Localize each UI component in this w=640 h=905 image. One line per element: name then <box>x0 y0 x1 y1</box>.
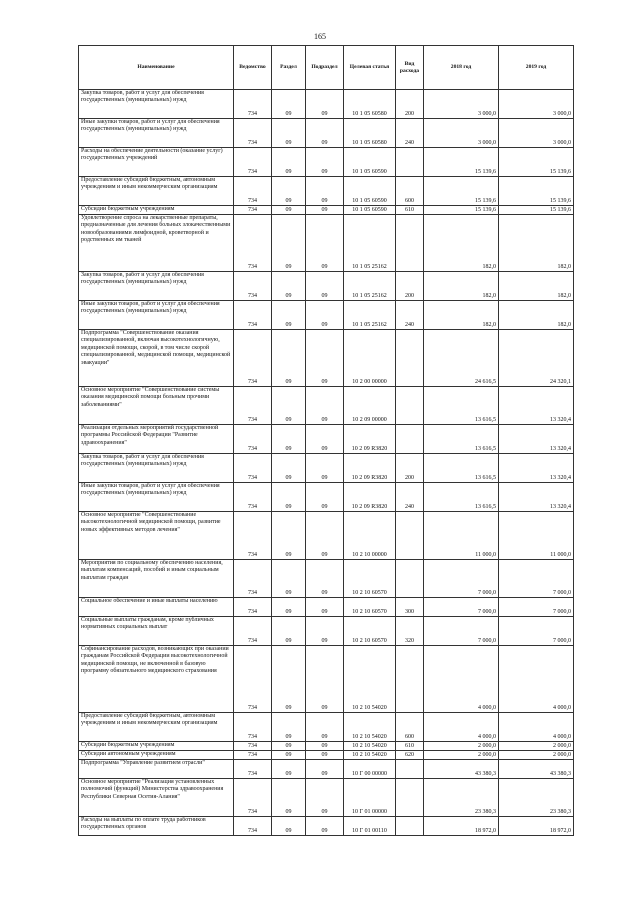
row-vedomstvo: 734 <box>234 425 272 454</box>
row-celevaya-statya: 10 2 10 60570 <box>344 560 396 598</box>
row-amount-2019: 2 000,0 <box>499 751 574 760</box>
row-amount-2018: 7 000,0 <box>424 617 499 646</box>
table-row <box>79 779 574 817</box>
row-razdel: 09 <box>272 215 306 272</box>
row-celevaya-statya: 10 2 09 00000 <box>344 387 396 425</box>
row-celevaya-statya: 10 2 09 R3820 <box>344 483 396 512</box>
table-row <box>79 713 574 742</box>
row-celevaya-statya: 10 Г 01 00110 <box>344 817 396 836</box>
row-vid-raskhoda: 200 <box>396 272 424 301</box>
row-amount-2018: 13 616,5 <box>424 454 499 483</box>
row-name: Расходы на выплаты по оплате труда работников государственных органов <box>79 817 234 836</box>
row-podrazdel: 09 <box>306 387 344 425</box>
row-vid-raskhoda: 620 <box>396 751 424 760</box>
row-name: Удовлетворение спроса на лекарственные препараты, предназначенные для лечения больных злокачественными новообразованиями лимфоидной, кроветворной и родственных им тканей <box>79 215 234 272</box>
row-celevaya-statya: 10 1 05 25162 <box>344 272 396 301</box>
row-amount-2018: 2 000,0 <box>424 751 499 760</box>
row-name: Закупка товаров, работ и услуг для обеспечения государственных (муниципальных) нужд <box>79 454 234 483</box>
row-podrazdel: 09 <box>306 272 344 301</box>
row-vid-raskhoda <box>396 817 424 836</box>
row-vid-raskhoda: 320 <box>396 617 424 646</box>
row-amount-2019: 7 000,0 <box>499 598 574 617</box>
row-podrazdel: 09 <box>306 454 344 483</box>
row-amount-2019: 18 972,0 <box>499 817 574 836</box>
row-amount-2018: 15 139,6 <box>424 177 499 206</box>
row-celevaya-statya: 10 1 05 25162 <box>344 215 396 272</box>
header-year-2018: 2018 год <box>424 46 499 90</box>
row-name: Закупка товаров, работ и услуг для обеспечения государственных (муниципальных) нужд <box>79 272 234 301</box>
row-amount-2018: 7 000,0 <box>424 560 499 598</box>
row-amount-2019: 43 380,3 <box>499 760 574 779</box>
table-row <box>79 598 574 617</box>
row-podrazdel: 09 <box>306 215 344 272</box>
table-row <box>79 560 574 598</box>
row-vid-raskhoda: 300 <box>396 598 424 617</box>
row-amount-2019: 3 000,0 <box>499 119 574 148</box>
row-amount-2018: 3 000,0 <box>424 90 499 119</box>
row-vedomstvo: 734 <box>234 617 272 646</box>
row-celevaya-statya: 10 2 10 00000 <box>344 512 396 560</box>
table-header-row <box>79 46 574 90</box>
row-celevaya-statya: 10 2 10 60570 <box>344 617 396 646</box>
row-celevaya-statya: 10 Г 00 00000 <box>344 760 396 779</box>
row-celevaya-statya: 10 1 05 60580 <box>344 119 396 148</box>
row-name: Субсидии автономным учреждениям <box>79 751 234 760</box>
row-vedomstvo: 734 <box>234 598 272 617</box>
row-podrazdel: 09 <box>306 483 344 512</box>
row-vid-raskhoda: 610 <box>396 742 424 751</box>
table-row <box>79 512 574 560</box>
row-podrazdel: 09 <box>306 90 344 119</box>
header-vid-raskhoda: Вид расхода <box>396 46 424 90</box>
row-podrazdel: 09 <box>306 617 344 646</box>
table-row <box>79 742 574 751</box>
row-name: Мероприятия по социальному обеспечению населения, выплатам компенсаций, пособий и иным социальным выплатам граждан <box>79 560 234 598</box>
row-podrazdel: 09 <box>306 425 344 454</box>
row-amount-2018: 2 000,0 <box>424 742 499 751</box>
row-celevaya-statya: 10 2 10 54020 <box>344 713 396 742</box>
row-vedomstvo: 734 <box>234 760 272 779</box>
row-amount-2018: 182,0 <box>424 215 499 272</box>
table-row <box>79 646 574 713</box>
row-vid-raskhoda: 240 <box>396 119 424 148</box>
row-name: Основное мероприятие "Реализация установленных полномочий (функций) Министерства здравоохранения Республики Северная Осетия-Алания" <box>79 779 234 817</box>
row-amount-2018: 18 972,0 <box>424 817 499 836</box>
row-vedomstvo: 734 <box>234 560 272 598</box>
table-row <box>79 119 574 148</box>
row-amount-2019: 15 139,6 <box>499 148 574 177</box>
row-vid-raskhoda: 610 <box>396 206 424 215</box>
row-vid-raskhoda: 600 <box>396 177 424 206</box>
row-razdel: 09 <box>272 760 306 779</box>
row-amount-2019: 3 000,0 <box>499 90 574 119</box>
row-podrazdel: 09 <box>306 512 344 560</box>
row-name: Подпрограмма "Управление развитием отрасли" <box>79 760 234 779</box>
row-vid-raskhoda: 600 <box>396 713 424 742</box>
row-amount-2018: 24 616,5 <box>424 330 499 387</box>
row-vedomstvo: 734 <box>234 272 272 301</box>
row-vid-raskhoda: 200 <box>396 454 424 483</box>
row-amount-2018: 15 139,6 <box>424 206 499 215</box>
row-celevaya-statya: 10 1 05 60590 <box>344 206 396 215</box>
header-podrazdel: Подраздел <box>306 46 344 90</box>
row-podrazdel: 09 <box>306 119 344 148</box>
table-row <box>79 483 574 512</box>
row-razdel: 09 <box>272 454 306 483</box>
row-vedomstvo: 734 <box>234 301 272 330</box>
row-amount-2018: 4 000,0 <box>424 646 499 713</box>
row-celevaya-statya: 10 2 09 R3820 <box>344 454 396 483</box>
row-amount-2019: 4 000,0 <box>499 646 574 713</box>
row-vedomstvo: 734 <box>234 512 272 560</box>
row-razdel: 09 <box>272 598 306 617</box>
row-razdel: 09 <box>272 119 306 148</box>
row-razdel: 09 <box>272 330 306 387</box>
row-amount-2019: 13 320,4 <box>499 425 574 454</box>
table-row <box>79 301 574 330</box>
row-vedomstvo: 734 <box>234 215 272 272</box>
table-row <box>79 206 574 215</box>
row-podrazdel: 09 <box>306 760 344 779</box>
budget-table <box>78 45 574 836</box>
row-vid-raskhoda <box>396 779 424 817</box>
row-name: Реализация отдельных мероприятий государственной программы Российской Федерации "Развитие здравоохранения" <box>79 425 234 454</box>
row-vedomstvo: 734 <box>234 148 272 177</box>
row-vedomstvo: 734 <box>234 817 272 836</box>
row-amount-2018: 15 139,6 <box>424 148 499 177</box>
row-celevaya-statya: 10 2 09 R3820 <box>344 425 396 454</box>
row-name: Основное мероприятие "Совершенствование системы оказания медицинской помощи больным прочими заболеваниями" <box>79 387 234 425</box>
row-amount-2019: 13 320,4 <box>499 454 574 483</box>
header-razdel: Раздел <box>272 46 306 90</box>
row-podrazdel: 09 <box>306 646 344 713</box>
row-vedomstvo: 734 <box>234 119 272 148</box>
row-razdel: 09 <box>272 425 306 454</box>
row-vid-raskhoda <box>396 646 424 713</box>
row-amount-2019: 15 139,6 <box>499 177 574 206</box>
row-amount-2018: 11 000,0 <box>424 512 499 560</box>
row-vedomstvo: 734 <box>234 713 272 742</box>
row-razdel: 09 <box>272 387 306 425</box>
table-row <box>79 272 574 301</box>
row-celevaya-statya: 10 1 05 60590 <box>344 177 396 206</box>
row-amount-2019: 23 380,3 <box>499 779 574 817</box>
row-name: Софинансирование расходов, возникающих при оказании гражданам Российской Федерации высокотехнологичной медицинской помощи, не включенной в базовую программу обязательного медицинского страхования <box>79 646 234 713</box>
row-amount-2019: 15 139,6 <box>499 206 574 215</box>
row-podrazdel: 09 <box>306 713 344 742</box>
row-name: Основное мероприятие "Совершенствование высокотехнологичной медицинской помощи, развитие новых эффективных методов лечения" <box>79 512 234 560</box>
row-amount-2018: 7 000,0 <box>424 598 499 617</box>
row-razdel: 09 <box>272 817 306 836</box>
table-row <box>79 617 574 646</box>
row-vedomstvo: 734 <box>234 90 272 119</box>
row-amount-2018: 182,0 <box>424 301 499 330</box>
row-name: Субсидии бюджетным учреждениям <box>79 742 234 751</box>
row-amount-2018: 13 616,5 <box>424 425 499 454</box>
row-vid-raskhoda <box>396 760 424 779</box>
table-row <box>79 148 574 177</box>
row-name: Расходы на обеспечение деятельности (оказание услуг) государственных учреждений <box>79 148 234 177</box>
row-podrazdel: 09 <box>306 779 344 817</box>
row-razdel: 09 <box>272 779 306 817</box>
row-celevaya-statya: 10 2 00 00000 <box>344 330 396 387</box>
row-podrazdel: 09 <box>306 148 344 177</box>
table-row <box>79 760 574 779</box>
row-vedomstvo: 734 <box>234 330 272 387</box>
row-vid-raskhoda <box>396 512 424 560</box>
row-celevaya-statya: 10 1 05 60590 <box>344 148 396 177</box>
row-podrazdel: 09 <box>306 560 344 598</box>
row-vedomstvo: 734 <box>234 387 272 425</box>
row-razdel: 09 <box>272 617 306 646</box>
row-amount-2019: 7 000,0 <box>499 560 574 598</box>
row-razdel: 09 <box>272 742 306 751</box>
row-amount-2019: 2 000,0 <box>499 742 574 751</box>
row-razdel: 09 <box>272 751 306 760</box>
row-celevaya-statya: 10 2 10 54020 <box>344 751 396 760</box>
row-amount-2018: 23 380,3 <box>424 779 499 817</box>
row-amount-2019: 182,0 <box>499 272 574 301</box>
row-name: Иные закупки товаров, работ и услуг для обеспечения государственных (муниципальных) нужд <box>79 301 234 330</box>
row-podrazdel: 09 <box>306 817 344 836</box>
row-vedomstvo: 734 <box>234 454 272 483</box>
row-vedomstvo: 734 <box>234 177 272 206</box>
table-row <box>79 454 574 483</box>
row-razdel: 09 <box>272 483 306 512</box>
row-amount-2019: 182,0 <box>499 215 574 272</box>
row-vid-raskhoda: 240 <box>396 483 424 512</box>
row-name: Предоставление субсидий бюджетным, автономным учреждениям и иным некоммерческим организациям <box>79 177 234 206</box>
header-name: Наименование <box>79 46 234 90</box>
row-name: Субсидии бюджетным учреждениям <box>79 206 234 215</box>
row-amount-2018: 13 616,5 <box>424 483 499 512</box>
row-amount-2019: 11 000,0 <box>499 512 574 560</box>
row-amount-2019: 182,0 <box>499 301 574 330</box>
row-amount-2018: 13 616,5 <box>424 387 499 425</box>
header-year-2019: 2019 год <box>499 46 574 90</box>
row-vid-raskhoda: 200 <box>396 90 424 119</box>
table-row <box>79 387 574 425</box>
row-vid-raskhoda <box>396 215 424 272</box>
row-podrazdel: 09 <box>306 330 344 387</box>
row-amount-2018: 182,0 <box>424 272 499 301</box>
row-razdel: 09 <box>272 512 306 560</box>
header-vedomstvo: Ведомство <box>234 46 272 90</box>
row-podrazdel: 09 <box>306 751 344 760</box>
row-name: Иные закупки товаров, работ и услуг для обеспечения государственных (муниципальных) нужд <box>79 483 234 512</box>
row-razdel: 09 <box>272 301 306 330</box>
page-number: 165 <box>314 32 326 41</box>
row-razdel: 09 <box>272 148 306 177</box>
row-celevaya-statya: 10 Г 01 00000 <box>344 779 396 817</box>
row-name: Иные закупки товаров, работ и услуг для обеспечения государственных (муниципальных) нужд <box>79 119 234 148</box>
row-vedomstvo: 734 <box>234 742 272 751</box>
table-row <box>79 177 574 206</box>
row-podrazdel: 09 <box>306 742 344 751</box>
row-razdel: 09 <box>272 646 306 713</box>
row-name: Социальное обеспечение и иные выплаты населению <box>79 598 234 617</box>
row-celevaya-statya: 10 1 05 60580 <box>344 90 396 119</box>
header-celevaya-statya: Целевая статья <box>344 46 396 90</box>
row-amount-2018: 4 000,0 <box>424 713 499 742</box>
row-razdel: 09 <box>272 206 306 215</box>
row-name: Социальные выплаты гражданам, кроме публичных нормативных социальных выплат <box>79 617 234 646</box>
row-razdel: 09 <box>272 713 306 742</box>
row-name: Подпрограмма "Совершенствование оказания специализированной, включая высокотехнологичную, медицинской помощи, скорой, в том числе скорой специализированной, медицинской помощи, медицинской эвакуации" <box>79 330 234 387</box>
row-name: Предоставление субсидий бюджетным, автономным учреждениям и иным некоммерческим организациям <box>79 713 234 742</box>
row-vid-raskhoda <box>396 387 424 425</box>
table-row <box>79 817 574 836</box>
row-vid-raskhoda <box>396 425 424 454</box>
table-row <box>79 425 574 454</box>
row-amount-2019: 13 320,4 <box>499 483 574 512</box>
row-amount-2018: 43 380,3 <box>424 760 499 779</box>
row-vid-raskhoda <box>396 560 424 598</box>
row-amount-2018: 3 000,0 <box>424 119 499 148</box>
row-podrazdel: 09 <box>306 206 344 215</box>
table-row <box>79 330 574 387</box>
row-vedomstvo: 734 <box>234 206 272 215</box>
row-razdel: 09 <box>272 272 306 301</box>
row-amount-2019: 24 320,1 <box>499 330 574 387</box>
row-razdel: 09 <box>272 177 306 206</box>
row-amount-2019: 4 000,0 <box>499 713 574 742</box>
row-amount-2019: 7 000,0 <box>499 617 574 646</box>
row-podrazdel: 09 <box>306 177 344 206</box>
row-razdel: 09 <box>272 560 306 598</box>
row-vedomstvo: 734 <box>234 646 272 713</box>
table-row <box>79 90 574 119</box>
table-row <box>79 215 574 272</box>
row-razdel: 09 <box>272 90 306 119</box>
row-vedomstvo: 734 <box>234 751 272 760</box>
row-celevaya-statya: 10 2 10 60570 <box>344 598 396 617</box>
row-podrazdel: 09 <box>306 598 344 617</box>
row-celevaya-statya: 10 2 10 54020 <box>344 742 396 751</box>
row-vid-raskhoda <box>396 148 424 177</box>
row-name: Закупка товаров, работ и услуг для обеспечения государственных (муниципальных) нужд <box>79 90 234 119</box>
row-vid-raskhoda: 240 <box>396 301 424 330</box>
row-vedomstvo: 734 <box>234 779 272 817</box>
row-celevaya-statya: 10 2 10 54020 <box>344 646 396 713</box>
table-row <box>79 751 574 760</box>
row-podrazdel: 09 <box>306 301 344 330</box>
row-celevaya-statya: 10 1 05 25162 <box>344 301 396 330</box>
row-amount-2019: 13 320,4 <box>499 387 574 425</box>
row-vedomstvo: 734 <box>234 483 272 512</box>
row-vid-raskhoda <box>396 330 424 387</box>
